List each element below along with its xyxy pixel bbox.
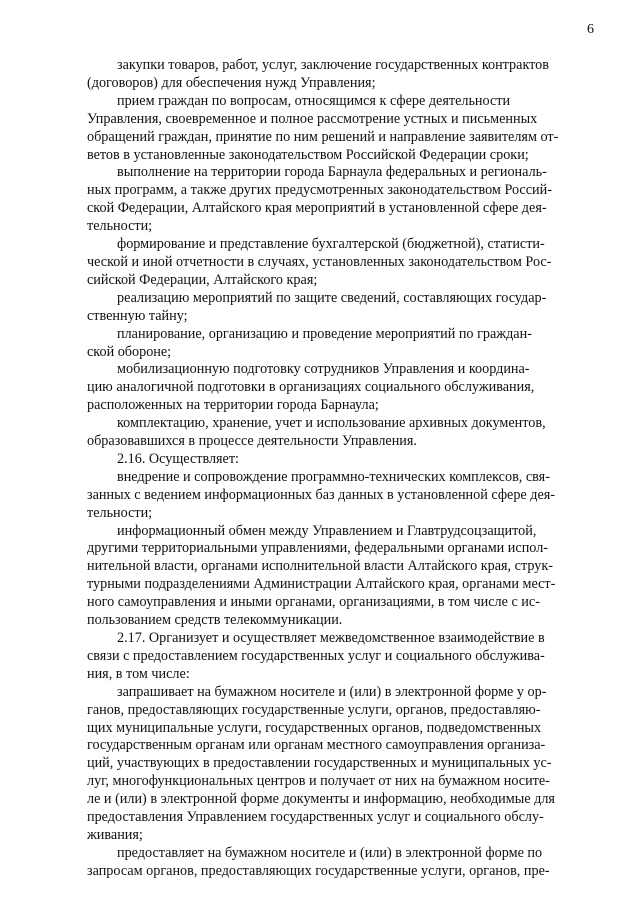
text-line: государственным органам или органам местного самоуправления организа-: [87, 737, 546, 754]
text-line: запросам органов, предоставляющих государственные услуги, органов, пре-: [87, 862, 550, 879]
paragraph: [87, 57, 587, 93]
text-line: сийской Федерации, Алтайского края;: [87, 271, 318, 288]
paragraph: [87, 523, 587, 630]
text-line: выполнение на территории города Барнаула федеральных и региональ-: [117, 164, 547, 181]
paragraph: [87, 684, 587, 845]
text-line: щих муниципальные услуги, государственных органов, подведомственных: [87, 719, 542, 736]
page-number: 6: [587, 22, 594, 37]
text-line: живания;: [87, 826, 143, 843]
text-line: информационный обмен между Управлением и Главтрудсоцзащитой,: [117, 522, 537, 539]
paragraph: [87, 93, 587, 165]
text-line: другими территориальными управлениями, федеральными органами испол-: [87, 540, 549, 557]
text-line: ций, участвующих в предоставлении государственных и муниципальных ус-: [87, 755, 552, 772]
text-line: 2.17. Организует и осуществляет межведомственное взаимодействие в: [117, 630, 545, 646]
text-line: ской Федерации, Алтайского края мероприятий в установленной сфере дея-: [87, 200, 547, 217]
text-line: тельности;: [87, 504, 153, 521]
paragraph: [87, 236, 587, 290]
text-line: реализацию мероприятий по защите сведений, составляющих государ-: [117, 289, 547, 306]
paragraph: [87, 415, 587, 451]
text-line: образовавшихся в процессе деятельности Управления.: [87, 433, 417, 450]
text-line: закупки товаров, работ, услуг, заключение государственных контрактов: [117, 57, 549, 73]
paragraph: [87, 326, 587, 362]
text-line: ле и (или) в электронной форме документы и информацию, необходимые для: [87, 791, 555, 808]
paragraph: [87, 451, 587, 469]
text-line: планирование, организацию и проведение мероприятий по граждан-: [117, 325, 532, 342]
paragraph: [87, 361, 587, 415]
text-line: цию аналогичной подготовки в организациях социального обслуживания,: [87, 379, 535, 396]
text-line: внедрение и сопровождение программно-технических комплексов, свя-: [117, 468, 550, 485]
text-line: нительной власти, органами исполнительной власти Алтайского края, струк-: [87, 558, 553, 575]
text-line: (договоров) для обеспечения нужд Управления;: [87, 74, 376, 91]
text-line: луг, многофункциональных центров и получает от них на бумажном носите-: [87, 773, 550, 790]
text-line: ской обороне;: [87, 343, 172, 360]
text-line: 2.16. Осуществляет:: [117, 450, 239, 467]
text-line: ветов в установленные законодательством Российской Федерации сроки;: [87, 146, 529, 163]
text-line: Управления, своевременное и полное рассмотрение устных и письменных: [87, 110, 538, 127]
text-line: тельности;: [87, 218, 153, 235]
text-line: связи с предоставлением государственных услуг и социального обслужива-: [87, 647, 545, 664]
text-line: предоставляет на бумажном носителе и (или) в электронной форме по: [117, 844, 543, 861]
paragraph: [87, 164, 587, 236]
text-line: предоставления Управлением государственных услуг и социального обслу-: [87, 809, 544, 826]
text-line: запрашивает на бумажном носителе и (или) в электронной форме у ор-: [117, 683, 547, 700]
document-body: [87, 57, 587, 881]
text-line: прием граждан по вопросам, относящимся к сфере деятельности: [117, 92, 511, 109]
text-line: ственную тайну;: [87, 307, 188, 324]
paragraph: [87, 469, 587, 523]
paragraph: [87, 630, 587, 684]
text-line: мобилизационную подготовку сотрудников Управления и координа-: [117, 361, 530, 378]
text-line: формирование и представление бухгалтерской (бюджетной), статисти-: [117, 236, 545, 253]
paragraph: [87, 290, 587, 326]
text-line: ческой и иной отчетности в случаях, установленных законодательством Рос-: [87, 253, 552, 270]
text-line: ния, в том числе:: [87, 665, 190, 682]
text-line: комплектацию, хранение, учет и использование архивных документов,: [117, 415, 546, 432]
text-line: ного самоуправления и иными органами, организациями, в том числе с ис-: [87, 594, 540, 611]
text-line: ганов, предоставляющих государственные услуги, органов, предоставляю-: [87, 701, 541, 718]
text-line: занных с ведением информационных баз данных в установленной сфере дея-: [87, 486, 556, 503]
text-line: турными подразделениями Администрации Алтайского края, органами мест-: [87, 576, 556, 593]
text-line: обращений граждан, принятие по ним решений и направление заявителям от-: [87, 128, 559, 145]
text-line: расположенных на территории города Барнаула;: [87, 397, 379, 414]
text-line: ных программ, а также других предусмотренных законодательством Россий-: [87, 182, 552, 199]
text-line: пользованием средств телекоммуникации.: [87, 612, 343, 629]
paragraph: [87, 845, 587, 881]
